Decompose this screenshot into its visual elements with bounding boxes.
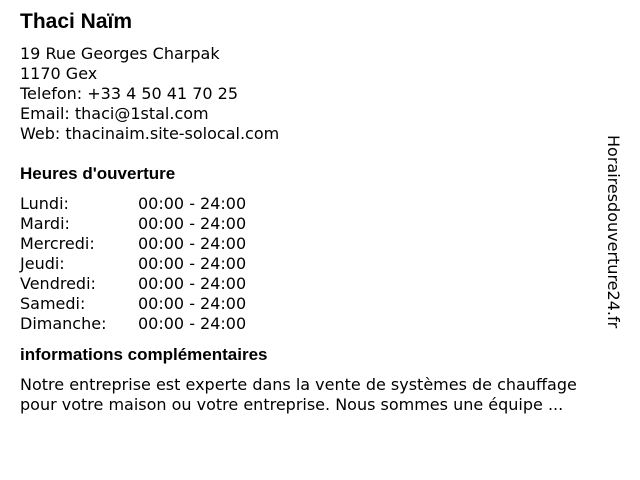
time-range: 00:00 - 24:00 [138,314,247,333]
time-range: 00:00 - 24:00 [138,274,247,293]
city-postcode: 1170 Gex [20,64,98,83]
time-range: 00:00 - 24:00 [138,294,247,313]
info-line: Notre entreprise est experte dans la vente de systèmes de chauffage [20,375,577,394]
day-label: Lundi: [20,194,69,213]
day-label: Samedi: [20,294,86,313]
business-name: Thaci Naïm [20,10,133,33]
hours-row-samedi [20,294,610,314]
street-address: 19 Rue Georges Charpak [20,44,220,63]
time-range: 00:00 - 24:00 [138,194,247,213]
opening-hours-table [20,194,610,334]
time-range: 00:00 - 24:00 [138,214,247,233]
hours-row-vendredi [20,274,610,294]
time-range: 00:00 - 24:00 [138,234,247,253]
website-line: Web: thacinaim.site-solocal.com [20,124,280,143]
hours-row-mercredi [20,234,610,254]
additional-info-heading: informations complémentaires [20,345,268,364]
day-label: Vendredi: [20,274,96,293]
business-card [20,10,610,415]
contact-block [20,44,610,144]
day-label: Dimanche: [20,314,107,333]
email-line: Email: thaci@1stal.com [20,104,209,123]
additional-info-text [20,375,610,415]
day-label: Mercredi: [20,234,95,253]
hours-row-lundi [20,194,610,214]
hours-row-mardi [20,214,610,234]
phone-line: Telefon: +33 4 50 41 70 25 [20,84,239,103]
day-label: Jeudi: [20,254,65,273]
info-line: pour votre maison ou votre entreprise. Nous sommes une équipe ... [20,395,564,414]
day-label: Mardi: [20,214,70,233]
time-range: 00:00 - 24:00 [138,254,247,273]
hours-row-jeudi [20,254,610,274]
opening-hours-heading: Heures d'ouverture [20,164,176,183]
site-watermark: Horairesdouverture24.fr [604,135,623,329]
hours-row-dimanche [20,314,610,334]
